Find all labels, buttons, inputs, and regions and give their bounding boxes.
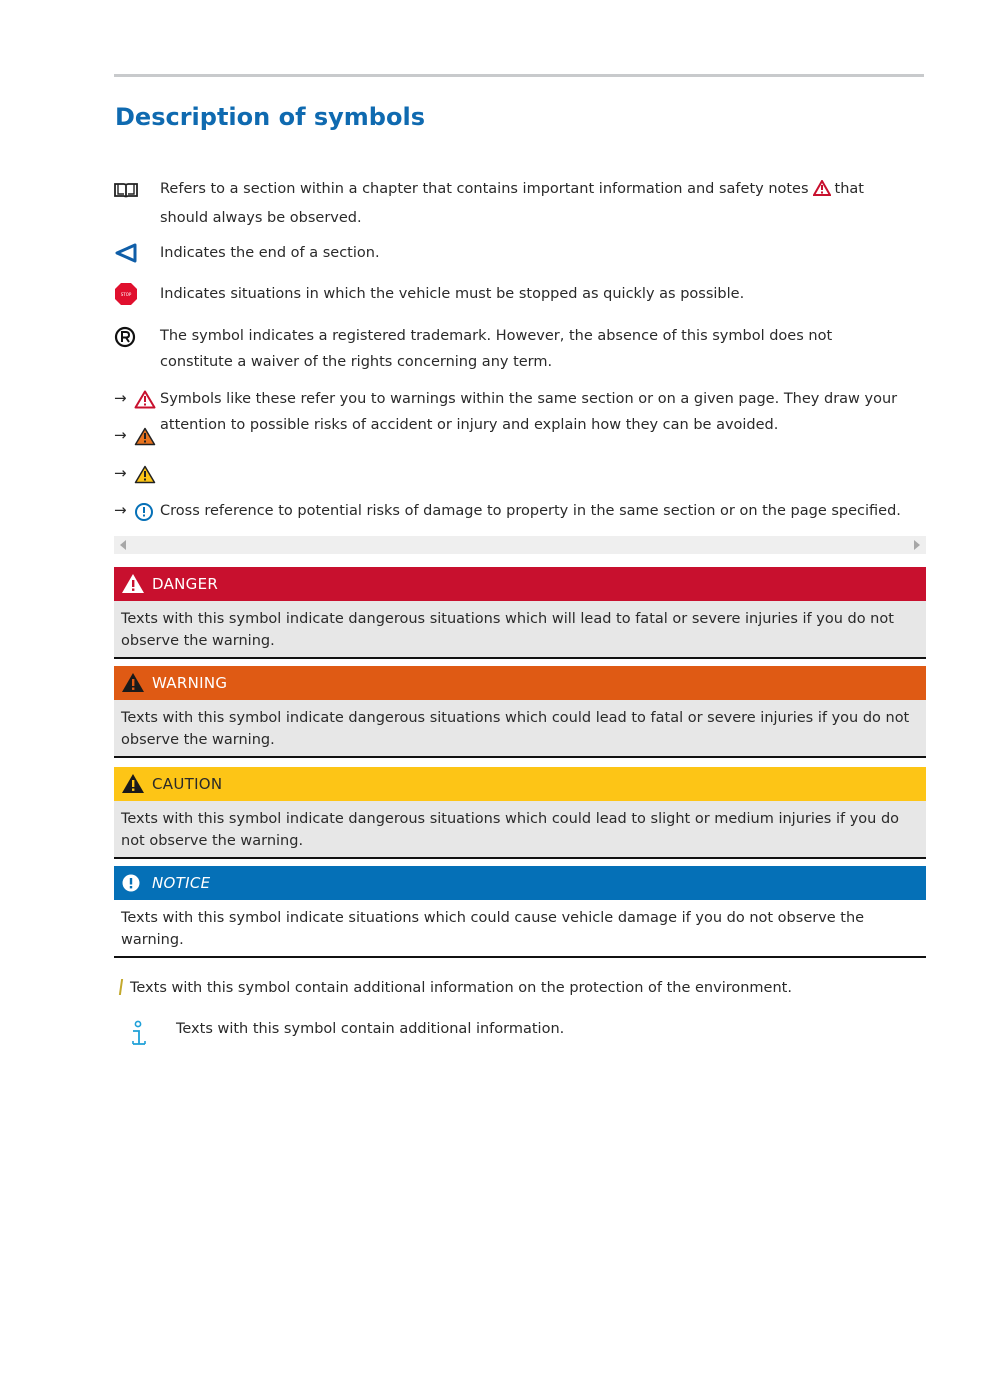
registered-text-2: constitute a waiver of the rights concerning any term. [160, 354, 553, 370]
danger-label: DANGER [152, 575, 219, 593]
danger-box [114, 567, 926, 659]
page-title: Description of symbols [115, 103, 425, 131]
warning-refs-text-1: Symbols like these refer you to warnings within the same section or on a given page. They draw your [160, 391, 898, 407]
environment-note [120, 976, 792, 1000]
danger-header [114, 567, 926, 601]
caution-triangle-icon [121, 773, 145, 798]
arrow-4: → [114, 501, 127, 519]
notice-circle-icon [134, 502, 154, 526]
book-text-3: should always be observed. [160, 210, 362, 226]
notice-label: NOTICE [152, 874, 211, 892]
arrow-3: → [114, 464, 127, 482]
caution-header [114, 767, 926, 801]
notice-ref-text: Cross reference to potential risks of damage to property in the same section or on the page specified. [160, 503, 901, 519]
book-icon [114, 182, 138, 202]
info-icon [128, 1020, 148, 1052]
warning-triangle-icon [121, 672, 145, 697]
environment-leaf-icon [119, 979, 123, 995]
environment-text: Texts with this symbol contain additional information on the protection of the environment. [130, 980, 792, 996]
info-text: Texts with this symbol contain additional information. [176, 1021, 565, 1037]
safety-note-icon [813, 179, 831, 205]
stop-text: Indicates situations in which the vehicle must be stopped as quickly as possible. [160, 286, 745, 302]
horizontal-scrollbar[interactable] [114, 536, 926, 554]
stop-icon [114, 282, 138, 310]
warning-body: Texts with this symbol indicate dangerous situations which could lead to fatal or severe injuries if you do not observe the warning. [114, 700, 926, 758]
danger-body: Texts with this symbol indicate dangerous situations which will lead to fatal or severe injuries if you do not observe the warning. [114, 601, 926, 659]
scroll-left-icon[interactable] [120, 540, 126, 550]
warning-refs-text-2: attention to possible risks of accident or injury and explain how they can be avoided. [160, 417, 779, 433]
yellow-warning-triangle-icon [134, 465, 156, 488]
notice-body: Texts with this symbol indicate situations which could cause vehicle damage if you do not observe the warning. [114, 900, 926, 958]
arrow-1: → [114, 389, 127, 407]
book-text-1: Refers to a section within a chapter that contains important information and safety notes [160, 181, 809, 197]
top-rule [114, 74, 924, 77]
registered-text-1: The symbol indicates a registered trademark. However, the absence of this symbol does not [160, 328, 833, 344]
warning-box [114, 666, 926, 758]
scroll-right-icon[interactable] [914, 540, 920, 550]
end-of-section-icon [114, 243, 138, 267]
arrow-2: → [114, 426, 127, 444]
notice-box [114, 866, 926, 958]
svg-text:STOP: STOP [120, 292, 132, 297]
registered-trademark-icon [114, 326, 136, 352]
end-of-section-text: Indicates the end of a section. [160, 245, 380, 261]
caution-box [114, 767, 926, 859]
notice-icon [122, 874, 140, 896]
warning-header [114, 666, 926, 700]
danger-triangle-icon [121, 573, 145, 598]
warning-label: WARNING [152, 674, 228, 692]
notice-header [114, 866, 926, 900]
red-warning-triangle-icon [134, 390, 156, 413]
orange-warning-triangle-icon [134, 427, 156, 450]
caution-label: CAUTION [152, 775, 223, 793]
book-text-2: that [834, 181, 864, 197]
symbol-row-warning-refs [114, 386, 926, 486]
caution-body: Texts with this symbol indicate dangerous situations which could lead to slight or medium injuries if you do not observe the warning. [114, 801, 926, 859]
